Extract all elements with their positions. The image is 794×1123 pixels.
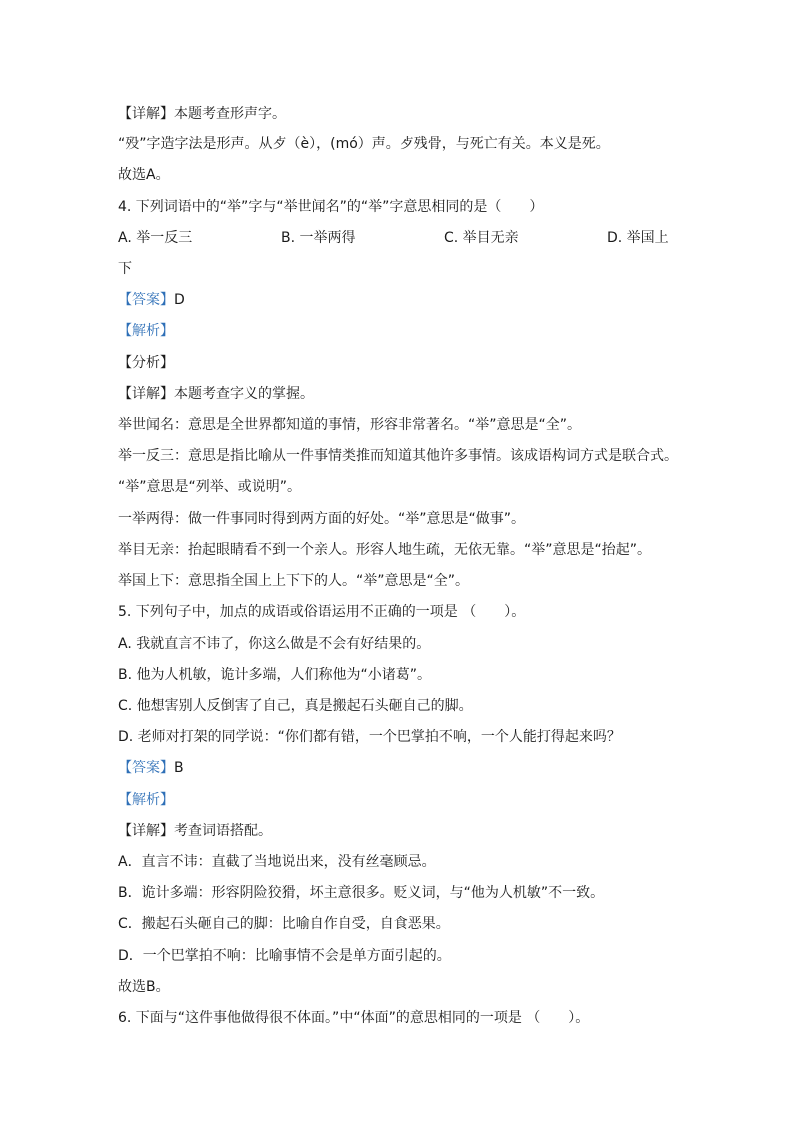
q4-option-c: C. 举目无亲 (444, 230, 519, 246)
q4-answer-value: D (174, 292, 185, 308)
q3-explanation: “殁”字造字法是形声。从歺（è），(mó）声。歺残骨，与死亡有关。本义是死。 (118, 136, 610, 152)
q4-option-d: D. 举国上 (607, 230, 669, 246)
q5-answer-label: 【答案】 (118, 760, 174, 776)
q5-answer-value: B (174, 760, 184, 776)
q5-option-d: D. 老师对打架的同学说：“你们都有错，一个巴掌拍不响，一个人能打得起来吗？ (118, 729, 621, 745)
q5-option-c: C. 他想害别人反倒害了自己，真是搬起石头砸自己的脚。 (118, 698, 473, 714)
q5-line: D．一个巴掌拍不响：比喻事情不会是单方面引起的。 (118, 948, 451, 964)
q4-option-d-wrap: 下 (118, 261, 132, 277)
q4-answer (118, 291, 185, 309)
q4-line: 一举两得：做一件事同时得到两方面的好处。“举”意思是“做事”。 (118, 511, 526, 527)
q6-question: 6. 下面与“这件事他做得很不体面。”中“体面”的意思相同的一项是 （ ）。 (118, 1010, 590, 1026)
q5-question: 5. 下列句子中，加点的成语或俗语运用不正确的一项是 （ ）。 (118, 604, 526, 620)
q5-conclusion: 故选B。 (118, 979, 170, 995)
q4-analysis-label: 【解析】 (118, 323, 174, 339)
q4-line: 举世闻名：意思是全世界都知道的事情，形容非常著名。“举”意思是“全”。 (118, 417, 582, 433)
q4-option-b: B. 一举两得 (281, 230, 356, 246)
q5-line: B．诡计多端：形容阴险狡猾，坏主意很多。贬义词，与“他为人机敏”不一致。 (118, 885, 605, 901)
q5-detail: 【详解】考查词语搭配。 (118, 823, 272, 839)
q4-line: 举目无亲：抬起眼睛看不到一个亲人。形容人地生疏，无依无靠。“举”意思是“抬起”。 (118, 542, 652, 558)
q5-option-b: B. 他为人机敏，诡计多端，人们称他为“小诸葛”。 (118, 667, 432, 683)
q4-answer-label: 【答案】 (118, 292, 174, 308)
q5-analysis-label: 【解析】 (118, 792, 174, 808)
q4-line: 举一反三：意思是指比喻从一件事情类推而知道其他许多事情。该成语构词方式是联合式。 (118, 448, 678, 464)
q4-option-a: A. 举一反三 (118, 230, 193, 246)
q4-detail: 【详解】本题考查字义的掌握。 (118, 386, 314, 402)
q4-fenxi: 【分析】 (118, 355, 174, 371)
q4-line: 举国上下：意思指全国上上下下的人。“举”意思是“全”。 (118, 573, 470, 589)
q5-answer (118, 759, 184, 777)
q3-conclusion: 故选A。 (118, 167, 170, 183)
q5-line: C．搬起石头砸自己的脚：比喻自作自受，自食恶果。 (118, 916, 450, 932)
q4-question: 4. 下列词语中的“举”字与“举世闻名”的“举”字意思相同的是（ ） (118, 199, 544, 215)
q3-detail: 【详解】本题考查形声字。 (118, 106, 286, 122)
q5-line: A．直言不讳：直截了当地说出来，没有丝毫顾忌。 (118, 854, 436, 870)
q4-line: “举”意思是“列举、或说明”。 (118, 479, 302, 495)
q5-option-a: A. 我就直言不讳了，你这么做是不会有好结果的。 (118, 636, 431, 652)
